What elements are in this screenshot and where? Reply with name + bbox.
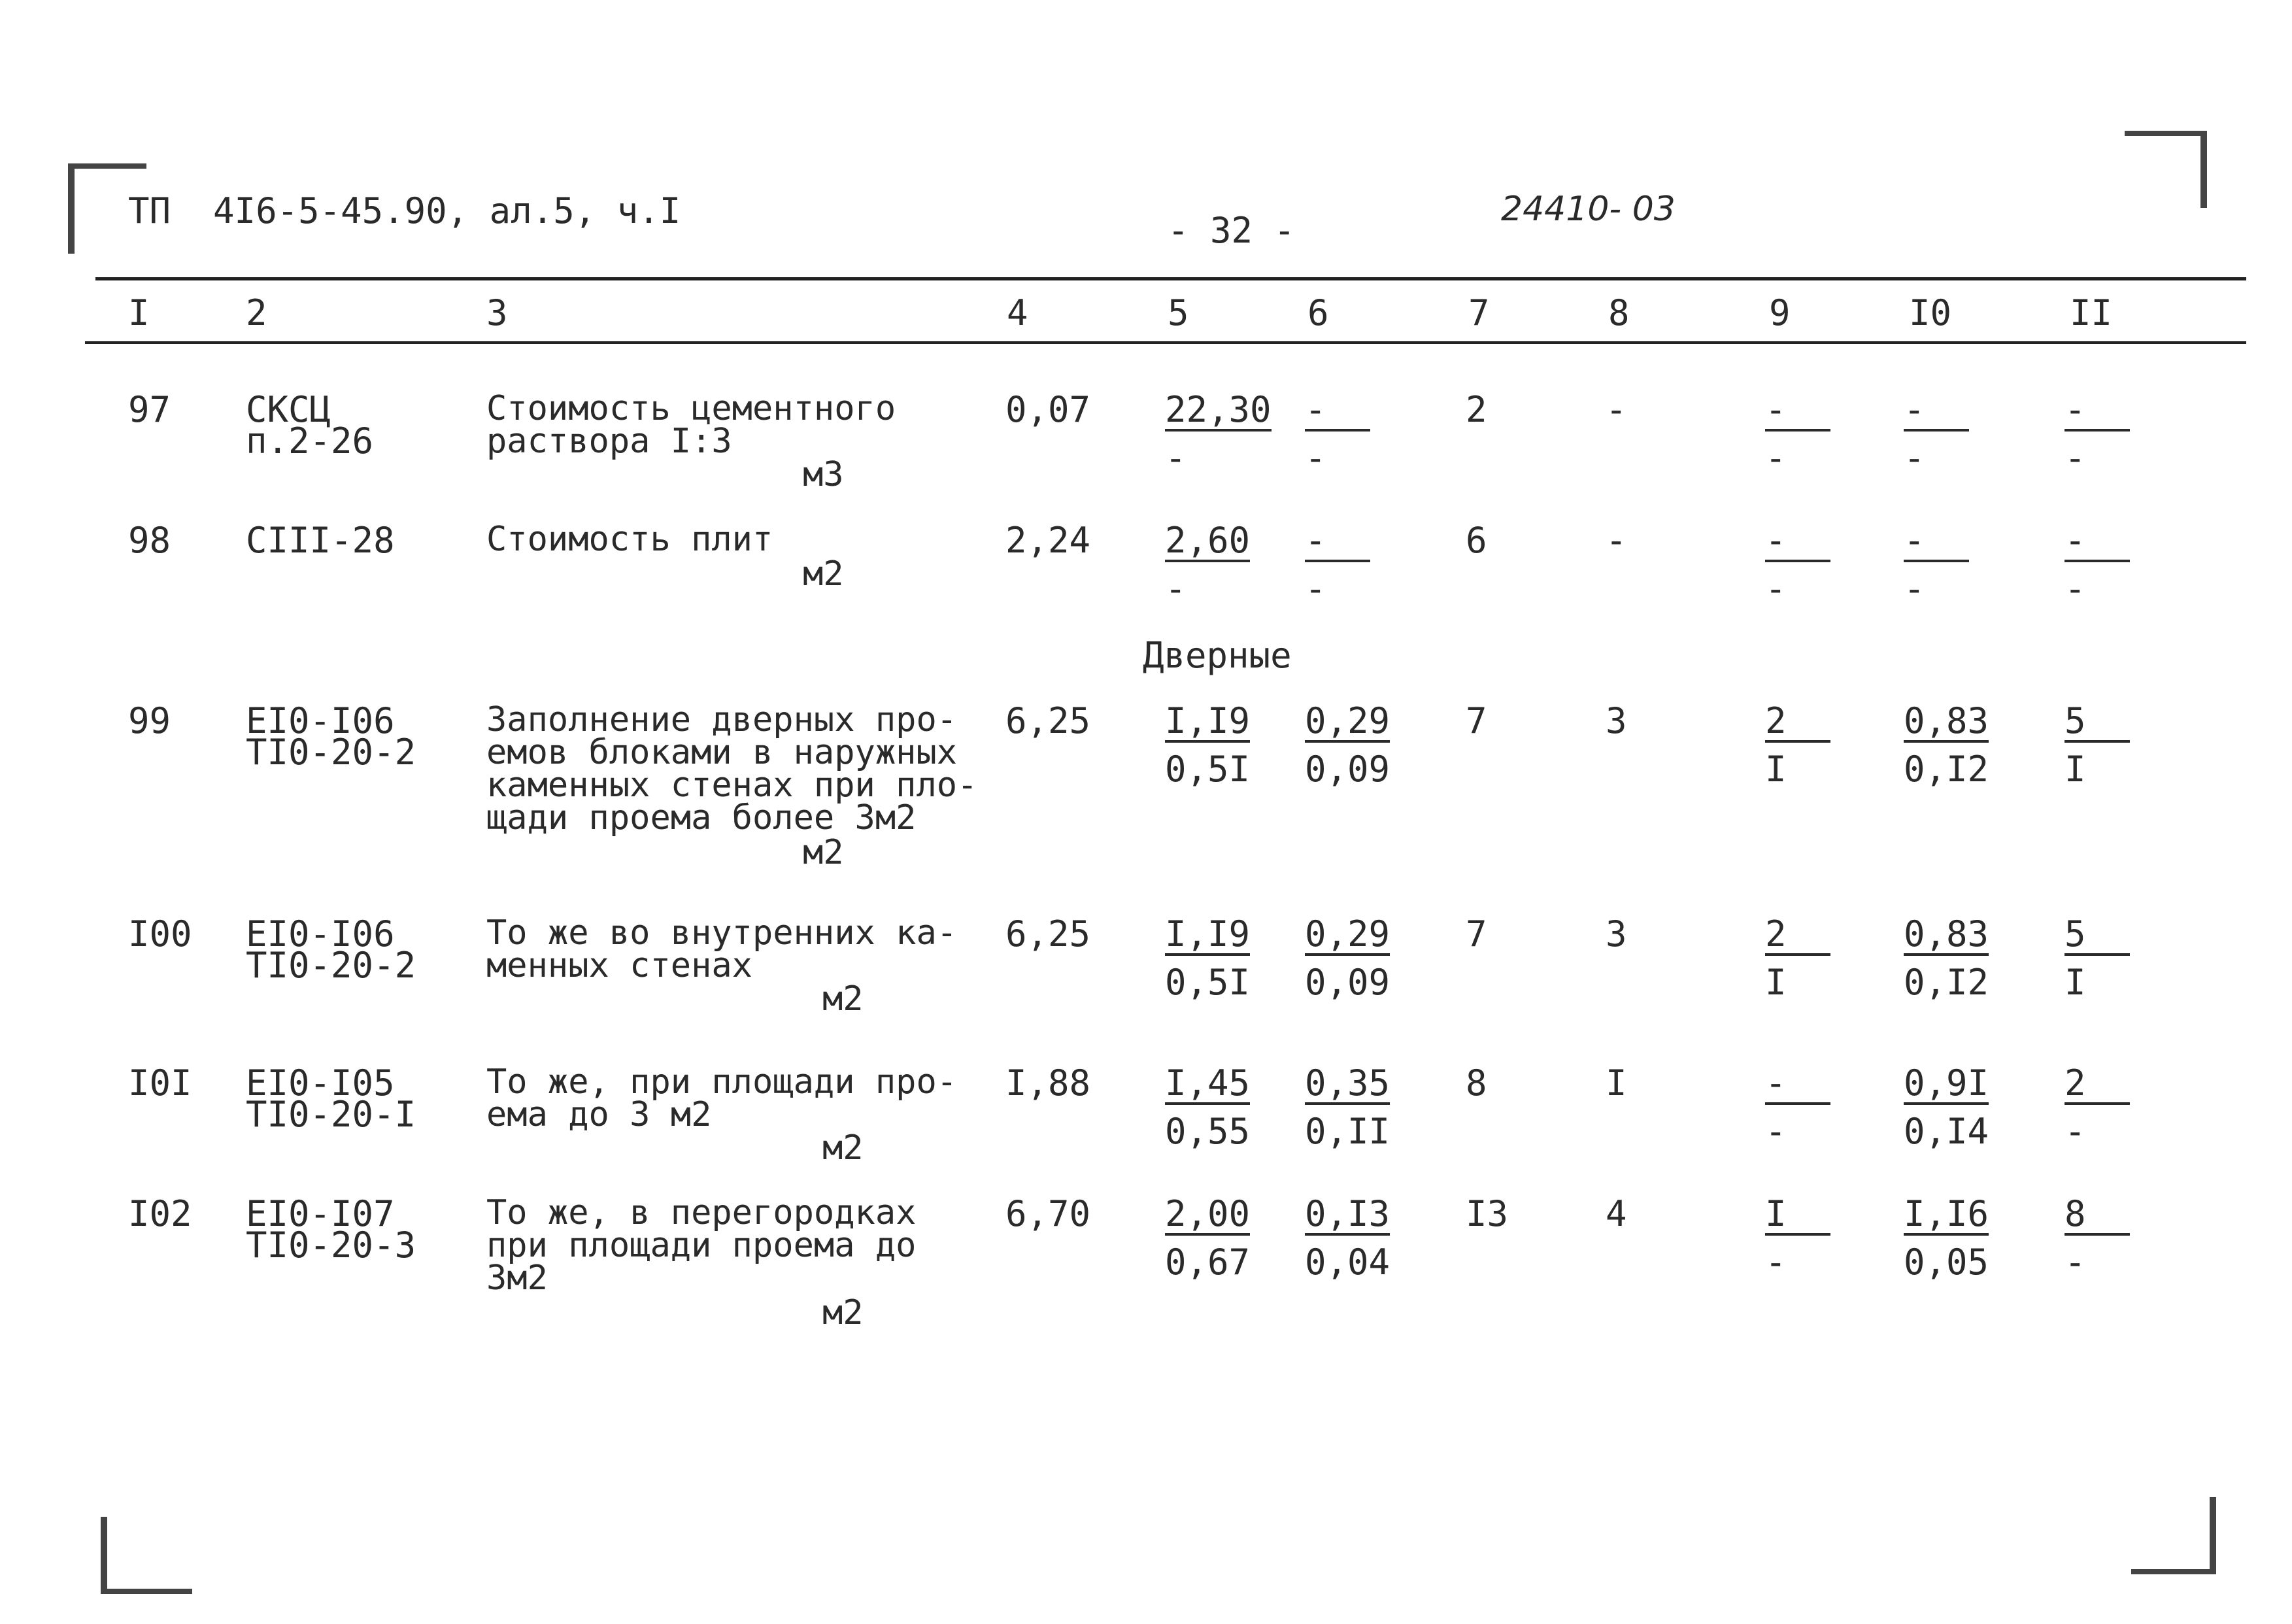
work-description-line: Заполнение дверных про- [486, 700, 958, 739]
norm-code: ЕI0-I06 [246, 913, 395, 955]
col10-bottom: - [1904, 437, 1925, 479]
col11-top: 5 [2064, 703, 2130, 743]
work-description-line: Стоимость плит [486, 520, 773, 559]
unit-of-measure: м2 [822, 979, 864, 1019]
col10-bottom: 0,I2 [1904, 962, 1989, 1003]
work-description-line: ема до 3 м2 [486, 1095, 712, 1134]
col7-value: 8 [1466, 1062, 1487, 1104]
col8-value: 3 [1606, 913, 1627, 955]
col6-bottom: - [1305, 568, 1326, 609]
work-description-line: менных стенах [486, 946, 752, 985]
col11-top: - [2064, 392, 2130, 431]
col8-value: 3 [1606, 700, 1627, 741]
col5-bottom: 0,5I [1165, 749, 1251, 790]
col9-top: - [1765, 392, 1830, 431]
col11-bottom: - [2064, 1242, 2086, 1283]
col7-value: 7 [1466, 700, 1487, 741]
row-number: 99 [128, 700, 171, 741]
norm-code: ЕI0-I05 [246, 1062, 395, 1104]
table-top-rule [95, 277, 2246, 280]
quantity: 2,24 [1005, 520, 1091, 561]
col-header-6: 6 [1307, 292, 1329, 333]
norm-code-secondary: ТI0-20-3 [246, 1225, 416, 1266]
norm-code: СКСЦ [246, 389, 331, 430]
col5-bottom: 0,67 [1165, 1242, 1251, 1283]
col7-value: I3 [1466, 1193, 1509, 1234]
col9-top: - [1765, 523, 1830, 562]
col-header-5: 5 [1168, 292, 1189, 333]
col-header-8: 8 [1608, 292, 1630, 333]
col11-bottom: - [2064, 1111, 2086, 1152]
row-number: I0I [128, 1062, 192, 1104]
work-description-line: То же во внутренних ка- [486, 913, 958, 953]
col6-top: 0,29 [1305, 913, 1390, 955]
col5-top: I,45 [1165, 1062, 1251, 1104]
col10-top: 0,83 [1904, 700, 1989, 741]
col10-bottom: - [1904, 568, 1925, 609]
col-header-9: 9 [1769, 292, 1791, 333]
row-number: I02 [128, 1193, 192, 1234]
work-description-line: каменных стенах при пло- [486, 766, 978, 805]
row-number: 98 [128, 520, 171, 561]
norm-code: ЕI0-I06 [246, 700, 395, 741]
col8-value: - [1606, 520, 1627, 561]
col-header-10: I0 [1909, 292, 1952, 333]
col-header-2: 2 [246, 292, 267, 333]
col6-top: - [1305, 392, 1370, 431]
table-header-rule [85, 341, 2246, 344]
col11-top: 8 [2064, 1196, 2130, 1236]
corner-mark-bottom-left [101, 1517, 192, 1594]
col6-bottom: 0,04 [1305, 1242, 1390, 1283]
col-header-11: II [2070, 292, 2113, 333]
col-header-1: I [128, 292, 150, 333]
norm-code-secondary: ТI0-20-2 [246, 732, 416, 773]
unit-of-measure: м2 [803, 833, 844, 872]
work-description-line: емов блоками в наружных [486, 733, 958, 772]
col9-bottom: - [1765, 1111, 1787, 1152]
col10-top: I,I6 [1904, 1193, 1989, 1234]
unit-of-measure: м2 [822, 1128, 864, 1168]
col5-top: 22,30 [1165, 389, 1272, 430]
work-description-line: при площади проема до [486, 1226, 917, 1265]
col-header-3: 3 [486, 292, 508, 333]
col6-top: 0,35 [1305, 1062, 1390, 1104]
col7-value: 6 [1466, 520, 1487, 561]
col8-value: - [1606, 389, 1627, 430]
col10-top: - [1904, 523, 1969, 562]
row-number: 97 [128, 389, 171, 430]
col5-top: I,I9 [1165, 913, 1251, 955]
norm-code-secondary: ТI0-20-2 [246, 945, 416, 986]
quantity: 6,25 [1005, 913, 1091, 955]
col9-top: 2 [1765, 703, 1830, 743]
norm-code-secondary: ТI0-20-I [246, 1094, 416, 1135]
page-number: - 32 - [1168, 210, 1296, 251]
col9-bottom: - [1765, 568, 1787, 609]
work-description-line: раствора I:3 [486, 422, 732, 461]
work-description-line: Стоимость цементного [486, 389, 896, 428]
norm-code-secondary: п.2-26 [246, 420, 374, 462]
quantity: 6,70 [1005, 1193, 1091, 1234]
col-header-4: 4 [1007, 292, 1028, 333]
col5-bottom: 0,5I [1165, 962, 1251, 1003]
work-description-line: 3м2 [486, 1259, 548, 1298]
col8-value: I [1606, 1062, 1627, 1104]
col7-value: 2 [1466, 389, 1487, 430]
col11-bottom: - [2064, 437, 2086, 479]
work-description-line: То же, в перегородках [486, 1193, 917, 1232]
handwritten-code: 24410- 03 [1501, 190, 1676, 229]
col8-value: 4 [1606, 1193, 1627, 1234]
work-description-line: То же, при площади про- [486, 1062, 958, 1102]
col5-top: I,I9 [1165, 700, 1251, 741]
quantity: I,88 [1005, 1062, 1091, 1104]
corner-mark-top-right [2125, 131, 2207, 208]
unit-of-measure: м3 [803, 455, 844, 494]
col9-top: 2 [1765, 917, 1830, 956]
col6-top: - [1305, 523, 1370, 562]
col5-bottom: - [1165, 568, 1187, 609]
col10-bottom: 0,05 [1904, 1242, 1989, 1283]
col9-bottom: - [1765, 1242, 1787, 1283]
col9-bottom: - [1765, 437, 1787, 479]
col7-value: 7 [1466, 913, 1487, 955]
col9-top: - [1765, 1066, 1830, 1105]
unit-of-measure: м2 [803, 554, 844, 594]
col10-bottom: 0,I2 [1904, 749, 1989, 790]
col9-top: I [1765, 1196, 1830, 1236]
col-header-7: 7 [1468, 292, 1490, 333]
col11-top: - [2064, 523, 2130, 562]
corner-mark-bottom-right [2131, 1497, 2216, 1574]
col10-top: - [1904, 392, 1969, 431]
norm-code: СIII-28 [246, 520, 395, 561]
row-number: I00 [128, 913, 192, 955]
col11-bottom: I [2064, 962, 2086, 1003]
col9-bottom: I [1765, 749, 1787, 790]
document-code: ТП 4I6-5-45.90, ал.5, ч.I [128, 190, 681, 231]
col5-top: 2,60 [1165, 520, 1251, 561]
work-description-line: щади проема более 3м2 [486, 798, 917, 837]
quantity: 6,25 [1005, 700, 1091, 741]
col11-top: 5 [2064, 917, 2130, 956]
col5-bottom: - [1165, 437, 1187, 479]
section-title: Дверные [1143, 635, 1292, 676]
quantity: 0,07 [1005, 389, 1091, 430]
col6-top: 0,I3 [1305, 1193, 1390, 1234]
col6-bottom: 0,09 [1305, 749, 1390, 790]
unit-of-measure: м2 [822, 1293, 864, 1332]
col11-bottom: - [2064, 568, 2086, 609]
col6-bottom: 0,09 [1305, 962, 1390, 1003]
col11-bottom: I [2064, 749, 2086, 790]
col10-top: 0,83 [1904, 913, 1989, 955]
norm-code: ЕI0-I07 [246, 1193, 395, 1234]
col6-bottom: - [1305, 437, 1326, 479]
col10-top: 0,9I [1904, 1062, 1989, 1104]
col10-bottom: 0,I4 [1904, 1111, 1989, 1152]
col11-top: 2 [2064, 1066, 2130, 1105]
col6-bottom: 0,II [1305, 1111, 1390, 1152]
col5-top: 2,00 [1165, 1193, 1251, 1234]
col5-bottom: 0,55 [1165, 1111, 1251, 1152]
col6-top: 0,29 [1305, 700, 1390, 741]
col9-bottom: I [1765, 962, 1787, 1003]
